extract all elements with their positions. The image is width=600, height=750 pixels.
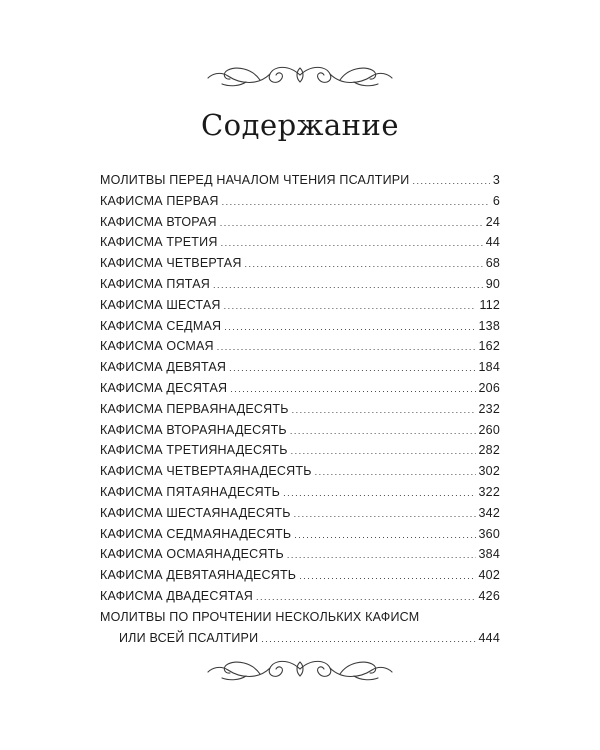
toc-entry-page: 260 <box>478 422 500 437</box>
toc-entry-page: 44 <box>485 235 500 250</box>
toc-entry-label: МОЛИТВЫ ПЕРЕД НАЧАЛОМ ЧТЕНИЯ ПСАЛТИРИ <box>100 173 410 187</box>
toc-leader-dots <box>290 421 476 442</box>
toc-leader-dots <box>256 587 476 608</box>
toc-leader-dots <box>217 337 476 358</box>
toc-leader-dots <box>224 317 475 338</box>
toc-entry-label: КАФИСМА ПЕРВАЯНАДЕСЯТЬ <box>100 401 289 416</box>
toc-entry <box>100 503 500 524</box>
toc-leader-dots <box>294 504 476 525</box>
toc-leader-dots <box>315 462 476 483</box>
toc-entry-page: 24 <box>485 214 500 229</box>
toc-entry-page: 6 <box>492 193 500 208</box>
toc-leader-dots <box>292 400 476 421</box>
toc-entry <box>100 420 500 441</box>
toc-entry-label: КАФИСМА ДЕВЯТАЯ <box>100 360 227 375</box>
toc-entry <box>100 544 500 565</box>
toc-entry <box>100 316 500 337</box>
toc-entry-label: КАФИСМА ТРЕТИЯНАДЕСЯТЬ <box>100 443 288 458</box>
toc-entry-page: 184 <box>478 360 500 375</box>
toc-entry <box>100 440 500 461</box>
toc-entry-page: 138 <box>478 318 500 333</box>
toc-entry <box>100 336 500 357</box>
toc-entry <box>100 378 500 399</box>
toc-entry-page: 402 <box>478 568 500 583</box>
toc-entry-label: МОЛИТВЫ ПО ПРОЧТЕНИИ НЕСКОЛЬКИХ КАФИСМ <box>100 609 420 624</box>
toc-entry-page: 426 <box>478 588 500 603</box>
toc-entry-label: КАФИСМА ДЕСЯТАЯ <box>100 380 228 395</box>
toc-entry <box>100 170 500 191</box>
toc-entry-page: 162 <box>478 339 500 354</box>
toc-entry-label: КАФИСМА ДЕВЯТАЯНАДЕСЯТЬ <box>100 568 297 583</box>
toc-entry-label: КАФИСМА ВТОРАЯ <box>100 214 217 229</box>
toc-entry <box>100 274 500 295</box>
toc-entry-page: 68 <box>485 256 500 271</box>
toc-entry-page: 232 <box>478 401 500 416</box>
toc-leader-dots <box>299 566 475 587</box>
toc-leader-dots <box>261 629 475 650</box>
toc-entry-label: КАФИСМА ПЕРВАЯ <box>100 193 219 208</box>
toc-entry-label: КАФИСМА ОСМАЯНАДЕСЯТЬ <box>100 547 284 562</box>
toc-entry-page: 112 <box>479 297 500 312</box>
toc-entry <box>100 295 500 316</box>
toc-leader-dots <box>291 441 476 462</box>
toc-entry <box>100 191 500 212</box>
toc-entry <box>100 253 500 274</box>
toc-entry <box>100 628 500 649</box>
toc-leader-dots <box>213 275 483 296</box>
toc-entry-page: 360 <box>478 526 500 541</box>
toc-entry <box>100 586 500 607</box>
toc-leader-dots <box>222 192 490 213</box>
toc-leader-dots <box>224 296 477 317</box>
flourish-bottom-ornament-icon <box>200 654 400 684</box>
toc-leader-dots <box>294 525 475 546</box>
toc-leader-dots <box>221 233 483 254</box>
toc-entry <box>100 524 500 545</box>
toc-entry-label: КАФИСМА ВТОРАЯНАДЕСЯТЬ <box>100 422 287 437</box>
toc-entry <box>100 357 500 378</box>
toc-entry <box>100 461 500 482</box>
toc-leader-dots <box>230 379 475 400</box>
toc-entry-page: 302 <box>478 464 500 479</box>
toc-entry-label: КАФИСМА ПЯТАЯНАДЕСЯТЬ <box>100 484 281 499</box>
toc-entry-label: КАФИСМА ПЯТАЯ <box>100 276 210 291</box>
toc-entry-label: КАФИСМА СЕДМАЯНАДЕСЯТЬ <box>100 526 292 541</box>
toc-entry-label: ИЛИ ВСЕЙ ПСАЛТИРИ <box>119 630 259 645</box>
toc-leader-dots <box>229 358 475 379</box>
toc-entry-page: 444 <box>478 630 500 645</box>
toc-entry-page: 384 <box>478 547 500 562</box>
toc-entry-label: КАФИСМА ШЕСТАЯНАДЕСЯТЬ <box>100 505 291 520</box>
toc-entry-page: 90 <box>485 276 500 291</box>
toc-entry <box>100 232 500 253</box>
toc-entry-label: КАФИСМА ТРЕТИЯ <box>100 235 218 250</box>
flourish-top-svg <box>200 60 400 90</box>
page-title: Содержание <box>200 108 400 142</box>
toc-entry <box>100 482 500 503</box>
toc-entry-label: КАФИСМА ЧЕТВЕРТАЯ <box>100 256 242 271</box>
table-of-contents <box>100 170 500 648</box>
toc-entry-page: 3 <box>492 173 500 187</box>
toc-entry <box>100 212 500 233</box>
toc-leader-dots <box>283 483 475 504</box>
toc-entry <box>100 565 500 586</box>
toc-entry <box>100 607 500 628</box>
toc-leader-dots <box>287 545 476 566</box>
toc-entry-page: 322 <box>478 484 500 499</box>
toc-entry-label: КАФИСМА СЕДМАЯ <box>100 318 222 333</box>
toc-entry-label: КАФИСМА ЧЕТВЕРТАЯНАДЕСЯТЬ <box>100 464 312 479</box>
toc-entry-page: 206 <box>478 380 500 395</box>
toc-entry-page: 342 <box>478 505 500 520</box>
flourish-bottom-svg <box>200 654 400 684</box>
toc-leader-dots <box>412 171 489 192</box>
toc-entry-page: 282 <box>478 443 500 458</box>
flourish-top-ornament-icon <box>200 60 400 90</box>
toc-entry <box>100 399 500 420</box>
toc-leader-dots <box>220 213 483 234</box>
toc-entry-label: КАФИСМА ОСМАЯ <box>100 339 214 354</box>
toc-entry-label: КАФИСМА ШЕСТАЯ <box>100 297 221 312</box>
toc-entry-label: КАФИСМА ДВАДЕСЯТАЯ <box>100 588 253 603</box>
toc-leader-dots <box>245 254 483 275</box>
